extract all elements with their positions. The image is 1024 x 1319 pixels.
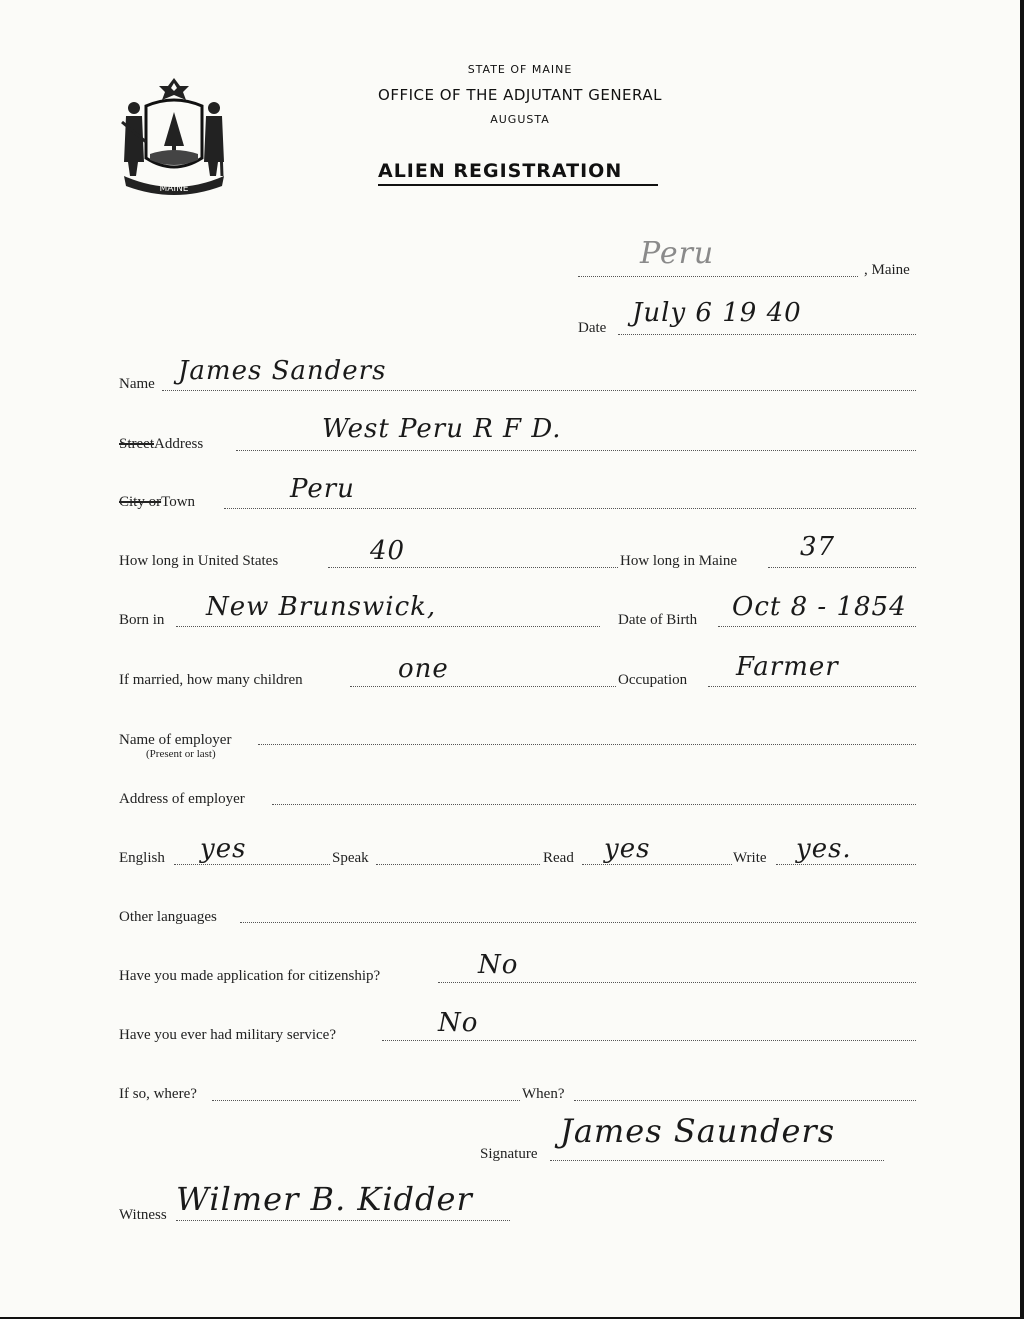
witness-label: Witness <box>119 1207 167 1223</box>
write-value: yes. <box>796 834 852 864</box>
english-label: English <box>119 850 165 866</box>
when-label: When? <box>522 1086 565 1102</box>
witness-line <box>176 1220 510 1221</box>
seal-banner-text: MAINE <box>159 184 189 194</box>
children-label: If married, how many children <box>119 672 303 688</box>
town-line <box>224 508 916 509</box>
address-value: West Peru R F D. <box>322 414 562 444</box>
form-title: ALIEN REGISTRATION <box>378 160 623 182</box>
name-line <box>162 390 916 391</box>
employer-label: Name of employer <box>119 732 232 748</box>
speak-label: Speak <box>332 850 369 866</box>
citizenship-line <box>438 982 916 983</box>
dob-value: Oct 8 - 1854 <box>732 592 907 622</box>
speak-line <box>376 864 540 865</box>
maine-suffix: , Maine <box>864 262 910 278</box>
employer-address-line <box>272 804 916 805</box>
town-label-text: Town <box>161 494 196 510</box>
read-label: Read <box>543 850 574 866</box>
citizenship-value: No <box>478 950 519 980</box>
read-line <box>582 864 732 865</box>
address-line <box>236 450 916 451</box>
employer-address-label: Address of employer <box>119 791 245 807</box>
how-long-maine-line <box>768 567 916 568</box>
date-label: Date <box>578 320 607 336</box>
place-line <box>578 276 858 277</box>
employer-sublabel: (Present or last) <box>146 748 216 760</box>
signature-value: James Saunders <box>560 1112 836 1150</box>
address-label-text: Address <box>154 436 204 452</box>
occupation-label: Occupation <box>618 672 688 688</box>
maine-state-seal-icon <box>118 76 230 196</box>
dob-label: Date of Birth <box>618 612 698 628</box>
children-line <box>350 686 616 687</box>
place-value: Peru <box>640 236 715 271</box>
state-heading: STATE OF MAINE <box>467 63 573 76</box>
how-long-maine-value: 37 <box>800 532 836 562</box>
office-heading: OFFICE OF THE ADJUTANT GENERAL <box>378 86 662 104</box>
how-long-us-value: 40 <box>370 536 406 566</box>
english-value: yes <box>200 834 247 864</box>
when-line <box>574 1100 916 1101</box>
how-long-maine-label: How long in Maine <box>620 553 738 569</box>
name-label: Name <box>119 376 155 392</box>
born-in-line <box>176 626 600 627</box>
citizenship-label: Have you made application for citizenship? <box>119 968 381 984</box>
how-long-us-line <box>328 567 618 568</box>
military-label: Have you ever had military service? <box>119 1027 336 1043</box>
military-value: No <box>438 1008 479 1038</box>
born-in-label: Born in <box>119 612 165 628</box>
town-label <box>119 494 195 511</box>
town-value: Peru <box>290 474 355 504</box>
witness-value: Wilmer B. Kidder <box>176 1180 473 1218</box>
english-line <box>174 864 330 865</box>
occupation-value: Farmer <box>736 652 839 682</box>
how-long-us-label: How long in United States <box>119 553 279 569</box>
employer-line <box>258 744 916 745</box>
town-struck-word: City or <box>119 494 162 510</box>
scan-edge-right <box>1020 0 1024 1319</box>
date-line <box>618 334 916 335</box>
date-value: July 6 19 40 <box>632 298 802 328</box>
read-value: yes <box>604 834 651 864</box>
born-in-value: New Brunswick, <box>206 592 437 622</box>
dob-line <box>718 626 916 627</box>
name-value: James Sanders <box>178 356 387 386</box>
title-underline <box>378 184 658 186</box>
write-line <box>776 864 916 865</box>
other-languages-line <box>240 922 916 923</box>
write-label: Write <box>733 850 767 866</box>
where-label: If so, where? <box>119 1086 197 1102</box>
signature-label: Signature <box>480 1146 538 1162</box>
occupation-line <box>708 686 916 687</box>
where-line <box>212 1100 520 1101</box>
signature-line <box>550 1160 884 1161</box>
city-heading: AUGUSTA <box>490 113 550 126</box>
address-struck-word: Street <box>119 436 154 452</box>
children-value: one <box>398 654 449 684</box>
other-languages-label: Other languages <box>119 909 217 925</box>
address-label <box>119 436 203 453</box>
military-line <box>382 1040 916 1041</box>
